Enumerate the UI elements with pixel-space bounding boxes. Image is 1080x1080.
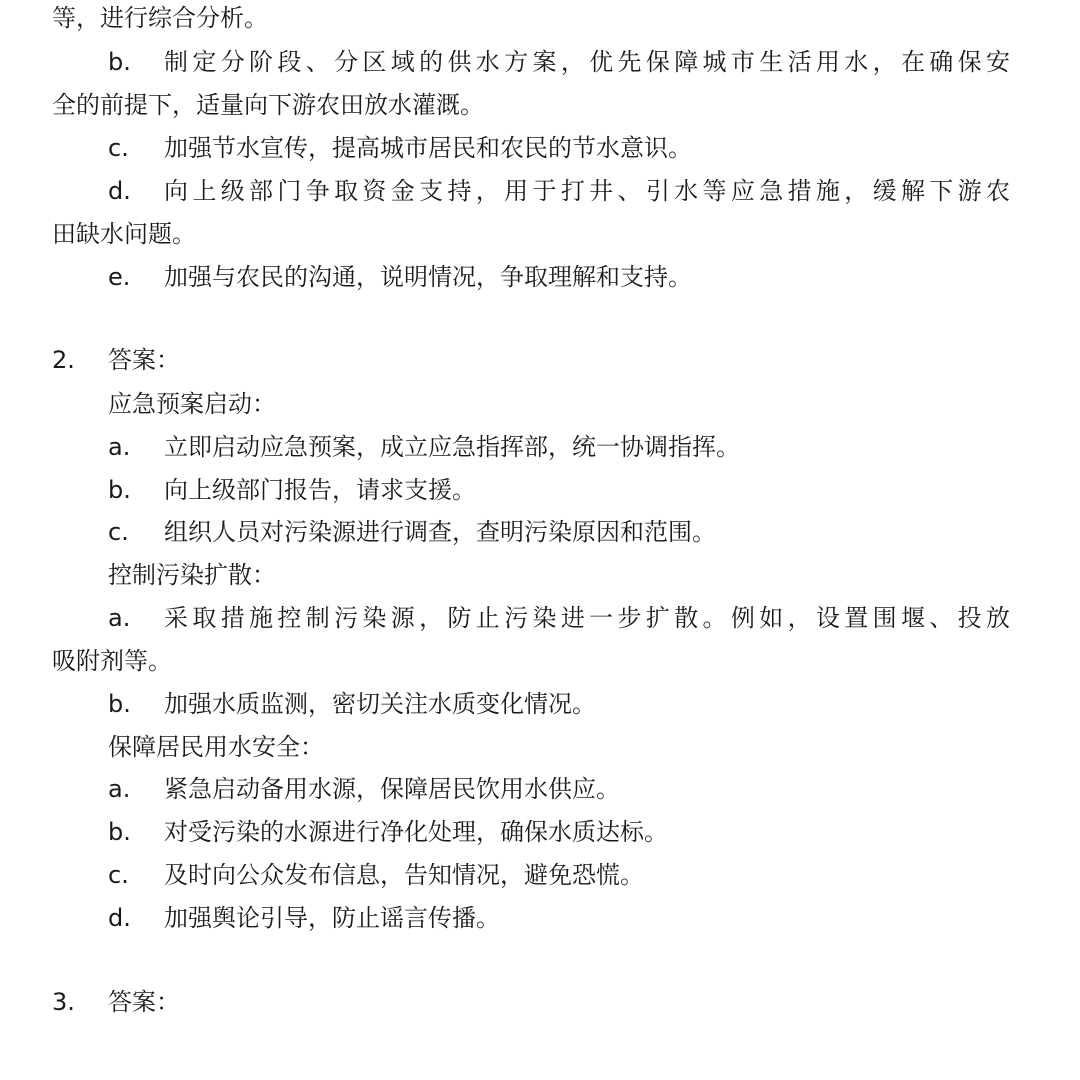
sub-heading: 应急预案启动：: [108, 390, 276, 418]
list-marker: b.: [108, 818, 131, 846]
list-item-text: 加强节水宣传，提高城市居民和农民的节水意识。: [164, 134, 692, 162]
answer-label: 答案：: [108, 346, 180, 374]
sub-heading: 控制污染扩散：: [108, 561, 276, 589]
list-marker: c.: [108, 134, 129, 162]
list-marker: d.: [108, 904, 131, 932]
list-item-text: 组织人员对污染源进行调查，查明污染原因和范围。: [164, 518, 716, 546]
list-item-text: 紧急启动备用水源，保障居民饮用水供应。: [164, 775, 620, 803]
list-item-text-wrap: 吸附剂等。: [52, 647, 172, 675]
question-number: 2.: [52, 346, 75, 374]
list-marker: a.: [108, 604, 131, 632]
sub-heading: 保障居民用水安全：: [108, 733, 324, 761]
list-marker: b.: [108, 690, 131, 718]
list-item-text: 采取措施控制污染源，防止污染进一步扩散。例如，设置围堰、投放: [164, 604, 1010, 632]
list-marker: e.: [108, 263, 131, 291]
question-number: 3.: [52, 988, 75, 1016]
list-item-text: 及时向公众发布信息，告知情况，避免恐慌。: [164, 861, 644, 889]
list-item-text-wrap: 全的前提下，适量向下游农田放水灌溉。: [52, 91, 484, 119]
list-marker: b.: [108, 48, 131, 76]
list-item-text: 向上级部门报告，请求支援。: [164, 476, 476, 504]
list-item-text: 制定分阶段、分区域的供水方案，优先保障城市生活用水，在确保安: [164, 48, 1010, 76]
list-item-text: 加强水质监测，密切关注水质变化情况。: [164, 690, 596, 718]
list-item-text: 对受污染的水源进行净化处理，确保水质达标。: [164, 818, 668, 846]
list-item-text: 加强与农民的沟通，说明情况，争取理解和支持。: [164, 263, 692, 291]
list-marker: a.: [108, 775, 131, 803]
list-item-text: 立即启动应急预案，成立应急指挥部，统一协调指挥。: [164, 433, 740, 461]
list-marker: b.: [108, 476, 131, 504]
list-marker: d.: [108, 177, 131, 205]
list-marker: c.: [108, 518, 129, 546]
list-item-text-wrap: 田缺水问题。: [52, 220, 196, 248]
list-marker: c.: [108, 861, 129, 889]
paragraph-continuation: 等，进行综合分析。: [52, 4, 268, 32]
list-item-text: 向上级部门争取资金支持，用于打井、引水等应急措施，缓解下游农: [164, 177, 1010, 205]
list-item-text: 加强舆论引导，防止谣言传播。: [164, 904, 500, 932]
list-marker: a.: [108, 433, 131, 461]
answer-label: 答案：: [108, 988, 180, 1016]
